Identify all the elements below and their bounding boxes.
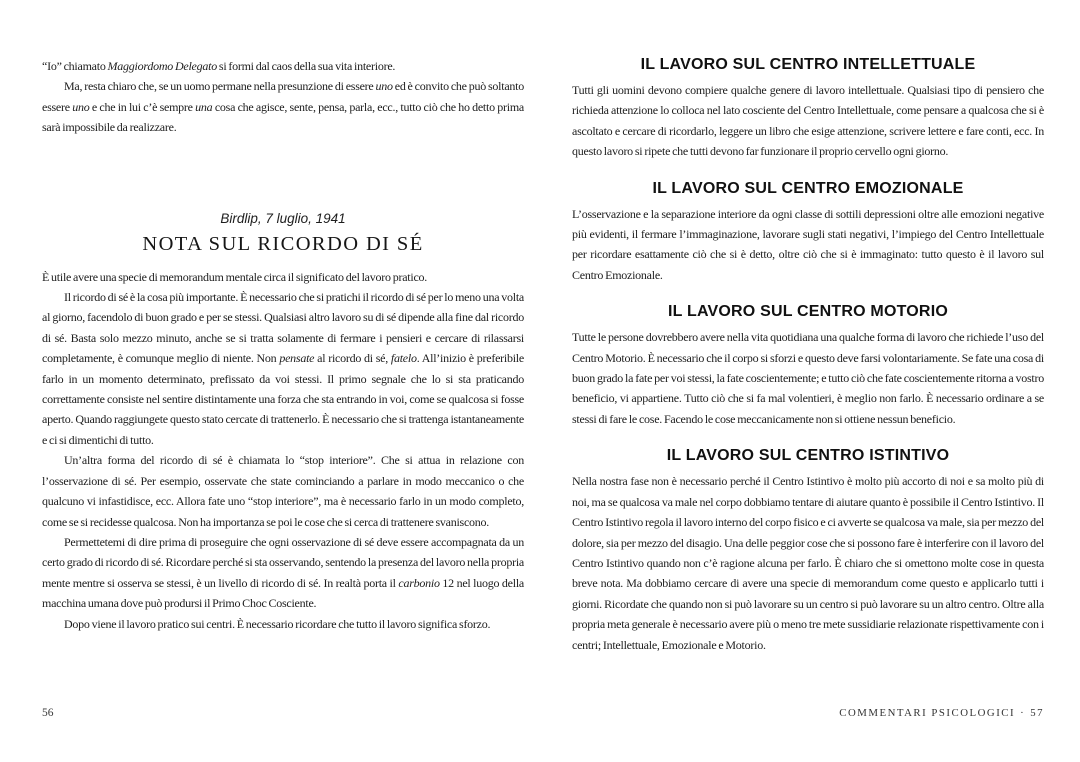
heading-centro-istintivo: IL LAVORO SUL CENTRO ISTINTIVO — [666, 447, 950, 465]
chapter-head — [42, 210, 524, 256]
page-left — [42, 0, 524, 762]
paragraph: Il ricordo di sé è la cosa più importante. È necessario che si pratichi il ricordo di sé per lo meno una volta al giorno, facendolo di buon grado e per se stessi. Qualsiasi altro lavoro su di sé dipende alla fine dal ricordo di sé. Basta solo mezzo minuto, anche se si tratta solamente di fermare i pensieri e cercare di rilassarsi completamente, è comunque meglio di niente. Non pensate al ricordo di sé, fatelo. All’inizio è preferibile farlo in un momento determinato, prefissato da voi stessi. Il primo segnale che lo si sta praticando correttamente consiste nel sentire distintamente una forza che sta entrando in voi, come se qualcosa si fosse aperto. Quando raggiungete questo stato cercate di trattenerlo. È necessario che si trattenga istantaneamente e ci si dimentichi di tutto. — [42, 290, 524, 447]
page-right — [572, 0, 1044, 762]
footer-book-title: COMMENTARI PSICOLOGICI — [839, 707, 1016, 719]
chapter-date: Birdlip, 7 luglio, 1941 — [220, 210, 346, 226]
carryover-text — [42, 0, 524, 138]
paragraph: “Io” chiamato Maggiordomo Delegato si formi dal caos della sua vita interiore. — [42, 59, 396, 73]
heading-centro-emozionale: IL LAVORO SUL CENTRO EMOZIONALE — [652, 179, 964, 197]
heading-centro-intellettuale: IL LAVORO SUL CENTRO INTELLETTUALE — [640, 56, 976, 73]
paragraph: Ma, resta chiaro che, se un uomo permane nella presunzione di essere uno ed è convito che può soltanto essere uno e che in lui c’è sempre una cosa che agisce, sente, pensa, parla, ecc., tutto ciò che ho detto prima sarà impossibile da realizzare. — [42, 79, 525, 135]
paragraph: Un’altra forma del ricordo di sé è chiamata lo “stop interiore”. Che si attua in relazione con l’osservazione di sé. Per esempio, osservate che state cominciando a parlare in modo meccanico o che qualcuno vi infastidisce, ecc. Allora fate uno “stop interiore”, ma è necessario farlo in un modo completo, come se si recidesse qualcosa. Non ha importanza se poi le cose che si cerca di trattenere svaniscono. — [42, 453, 524, 529]
paragraph: Permettetemi di dire prima di proseguire che ogni osservazione di sé deve essere accompagnata da un certo grado di ricordo di sé. Ricordare perché si sta osservando, sentendo la presenza del lavoro nella propria mente mentre si osserva se stessi, è un livello di ricordo di sé. In realtà porta il carbonio 12 nel luogo della macchina umana dove può prodursi il Primo Choc Cosciente. — [42, 534, 525, 611]
page-number-right: 57 — [1030, 707, 1044, 719]
chapter-title: NOTA SUL RICORDO DI SÉ — [142, 232, 424, 255]
paragraph: Dopo viene il lavoro pratico sui centri. È necessario ricordare che tutto il lavoro significa sforzo. — [64, 616, 491, 631]
section-body-intellettuale: Tutti gli uomini devono compiere qualche genere di lavoro intellettuale. Qualsiasi tipo di pensiero che richieda attenzione lo colloca nel lato cosciente del Centro Intellettuale, come pensare a qualcosa che si è ascoltato e cercare di ricordarlo, leggere un libro che esige attenzione, scrivere lettere e fare conti, ecc. In questo lavoro si ripete che tutti devono far funzionare il proprio cervello ogni giorno. — [572, 83, 1044, 159]
section-body-istintivo: Nella nostra fase non è necessario perché il Centro Istintivo è molto più accorto di noi e sa molto più di noi, ma se qualcosa va male nel corpo dobbiamo tentare di aiutare quanto è possibile il Centro Istintivo. Il Centro Istintivo regola il lavoro interno del corpo fisico e ci avverte se qualcosa va male, sia per mezzo del dolore, sia per mezzo del disagio. Una delle peggior cose che si possono fare è interferire con il lavoro del Centro Istintivo quando non c’è ragione alcuna per farlo. È chiaro che si omettono molte cose in questa breve nota. Ma dobbiamo cercare di avere una specie di memorandum come questo e applicarlo tutti i giorni. Ricordate che quando non si può lavorare su un centro si può lavorare su un altro centro. Oltre alla propria meta generale è necessario avere più o meno tre mete sussidiarie relazionate rispettivamente con i centri; Intellettuale, Emozionale e Motorio. — [572, 474, 1044, 652]
running-footer — [839, 706, 1044, 720]
heading-centro-motorio: IL LAVORO SUL CENTRO MOTORIO — [668, 303, 948, 321]
section-body-motorio: Tutte le persone dovrebbero avere nella vita quotidiana una qualche forma di lavoro che richiede l’uso del Centro Motorio. È necessario che il corpo si sforzi e questo deve farsi volontariamente. Se fate una cosa di buon grado la fate per voi stessi, la fate coscientemente; e tutto ciò che fate coscientemente ritorna a vostro beneficio, vi appartiene. Tutto ciò che si fa mal volentieri, è meglio non farlo. È necessario ordinare a se stessi di fare le cose. Facendo le cose meccanicamente non si ottiene nessun beneficio. — [572, 330, 1044, 426]
chapter-body — [42, 267, 524, 634]
section-body-emozionale: L’osservazione e la separazione interiore da ogni classe di sottili depressioni oltre alle emozioni negative più evidenti, il fermare l’immaginazione, lavorare sugli stati negativi, l’impiego del Centro Intellettuale per ricordare esattamente ciò che si è detto, oltre ciò che si è immaginato: tutto questo è il lavoro sul Centro Emozionale. — [572, 206, 1044, 282]
paragraph: È utile avere una specie di memorandum mentale circa il significato del lavoro pratico. — [42, 269, 428, 284]
footer-separator: · — [1020, 707, 1026, 719]
page-number-left: 56 — [42, 707, 54, 719]
